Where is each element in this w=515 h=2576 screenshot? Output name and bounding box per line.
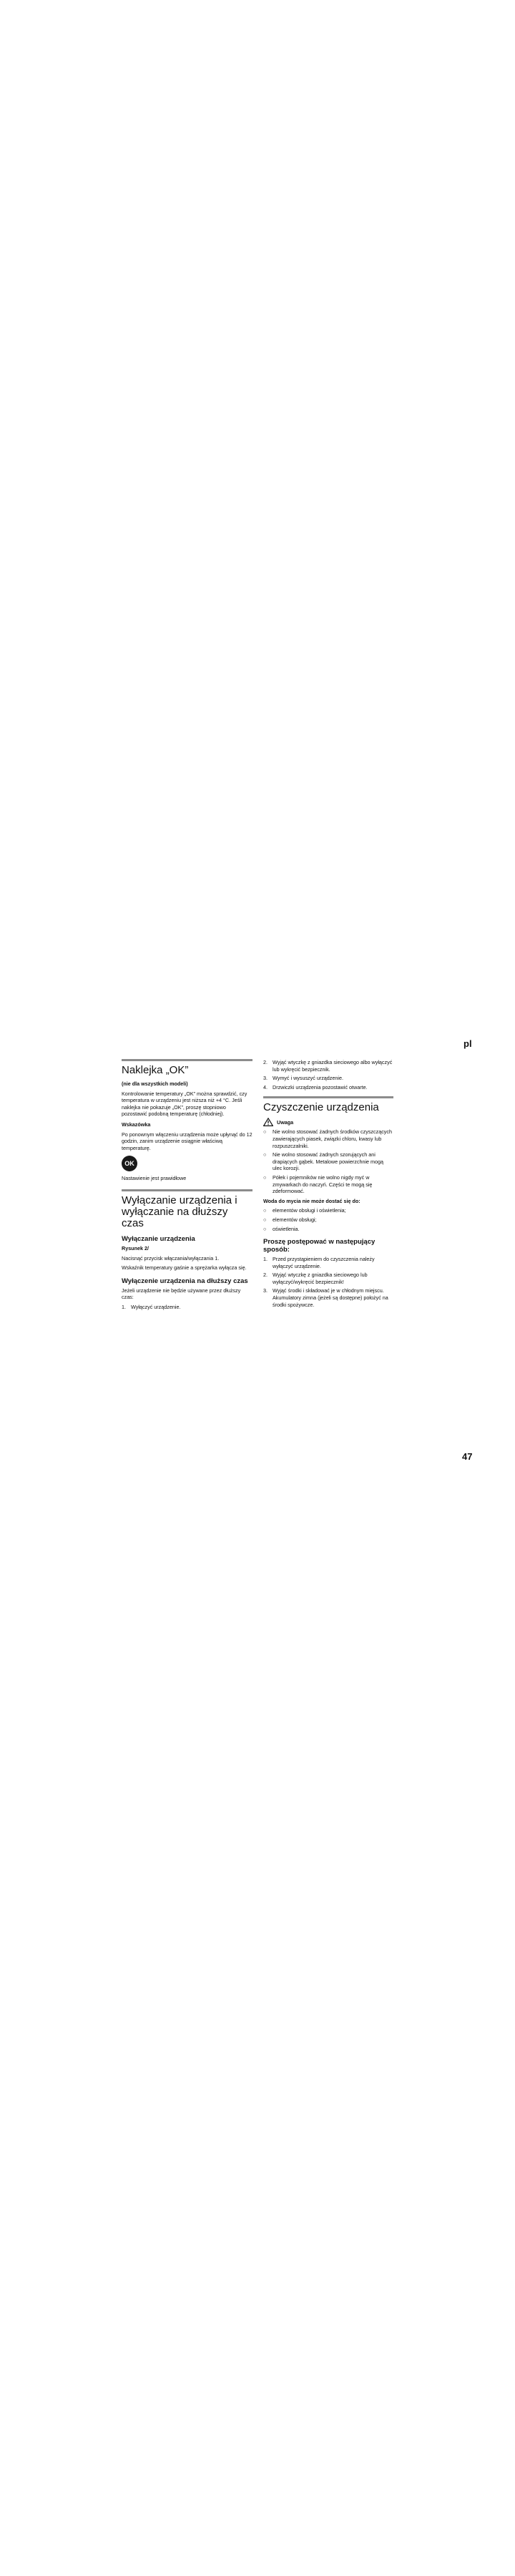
step-number: 3.: [263, 1075, 268, 1082]
page-number: 47: [462, 1451, 473, 1462]
item-text: oświetlenia.: [273, 1225, 300, 1232]
step-text: Przed przystąpieniem do czyszczenia należy wyłączyć urządzenie.: [273, 1256, 375, 1269]
ok-sticker-heading: Naklejka „OK”: [122, 1064, 189, 1076]
language-tag: pl: [464, 1038, 472, 1049]
left-column: [122, 1059, 252, 1314]
water-warning-text: Woda do mycia nie może dostać się do:: [263, 1197, 360, 1204]
section-rule: [122, 1059, 252, 1061]
item-text: Półek i pojemników nie wolno nigdy myć w zmywarkach do naczyń. Części te mogą się zdeformować.: [273, 1174, 373, 1195]
long-off-steps: [122, 1304, 252, 1311]
list-item: [122, 1304, 252, 1311]
step-number: 2.: [263, 1272, 268, 1279]
step-text: Wyjąć środki i składować je w chłodnym miejscu. Akumulatory zimna (jeżeli są dostępne) położyć na środki spożywcze.: [273, 1287, 388, 1308]
item-text: elementów obsługi i oświetlenia;: [273, 1207, 346, 1214]
list-item: [263, 1216, 393, 1224]
list-item: [263, 1059, 393, 1073]
procedure-heading: Proszę postępować w następujący sposób:: [263, 1238, 376, 1254]
list-item: [263, 1151, 393, 1172]
step-text: Wyłączyć urządzenie.: [131, 1303, 181, 1310]
bullet-icon: ○: [263, 1216, 267, 1223]
bullet-icon: ○: [263, 1225, 267, 1232]
list-item: [263, 1128, 393, 1149]
step-number: 4.: [263, 1083, 268, 1091]
water-list: [263, 1207, 393, 1232]
ok-sticker-icon: OK: [122, 1156, 137, 1171]
list-item: [263, 1174, 393, 1195]
item-text: Nie wolno stosować żadnych środków czyszczących zawierających piasek, związki chloru, kwasy lub rozpuszczalniki.: [273, 1128, 392, 1149]
ok-sticker-note: (nie dla wszystkich modeli): [122, 1080, 188, 1087]
switch-off-text-2: Wskaźnik temperatury gaśnie a sprężarka wyłącza się.: [122, 1264, 247, 1272]
switch-off-text-1: Nacisnąć przycisk włączania/wyłączania 1.: [122, 1254, 220, 1262]
item-text: elementów obsługi;: [273, 1216, 317, 1223]
ok-sticker-text: Kontrolowanie temperatury „OK” można sprawdzić, czy temperatura w urządzeniu jest niższa niż +4 °C. Jeśli naklejka nie pokazuje „OK”, proszę stopniowo pozostawić podobną temperaturę (chłodniej).: [122, 1090, 247, 1118]
warning-triangle-icon: [263, 1118, 273, 1126]
list-item: [263, 1075, 393, 1082]
long-off-text: Jeżeli urządzenie nie będzie używane przez dłuższy czas:: [122, 1287, 241, 1301]
step-text: Wyjąć wtyczkę z gniazdka sieciowego albo wyłączyć lub wykręcić bezpiecznik.: [273, 1059, 393, 1073]
switch-off-heading: Wyłączanie urządzenia i wyłączanie na dłuższy czas: [122, 1194, 237, 1229]
bullet-icon: ○: [263, 1128, 267, 1136]
item-text: Nie wolno stosować żadnych szorujących ani drapiących gąbek. Metalowe powierzchnie mogą ulec korozji.: [273, 1151, 384, 1172]
list-item: [263, 1287, 393, 1308]
procedure-steps: [263, 1256, 393, 1308]
long-off-steps-continued: [263, 1059, 393, 1091]
figure-reference: Rysunek 2/: [122, 1244, 149, 1252]
step-number: 1.: [263, 1256, 268, 1263]
warning-row: [263, 1118, 393, 1126]
list-item: [263, 1226, 393, 1233]
long-off-subheading: Wyłączenie urządzenia na dłuższy czas: [122, 1277, 248, 1285]
hint-text: Po ponownym włączeniu urządzenia może upłynąć do 12 godzin, zanim urządzenie osiągnie właściwą temperaturę.: [122, 1131, 252, 1151]
section-rule: [122, 1189, 252, 1191]
list-item: [263, 1207, 393, 1214]
step-text: Drzwiczki urządzenia pozostawić otwarte.: [273, 1083, 368, 1091]
bullet-icon: ○: [263, 1174, 267, 1181]
bullet-icon: ○: [263, 1207, 267, 1214]
warning-label: Uwaga: [277, 1118, 294, 1126]
step-number: 2.: [263, 1059, 268, 1065]
ok-badge-caption: Nastawienie jest prawidłowe: [122, 1175, 187, 1182]
section-rule: [263, 1096, 393, 1098]
step-number: 1.: [122, 1303, 126, 1310]
list-item: [263, 1256, 393, 1269]
right-column: [263, 1059, 393, 1311]
step-number: 3.: [263, 1287, 268, 1294]
step-text: Wyjąć wtyczkę z gniazdka sieciowego lub wyłączyć/wykręcić bezpiecznik!: [273, 1272, 368, 1285]
hint-heading: Wskazówka: [122, 1121, 151, 1128]
list-item: [263, 1084, 393, 1091]
switch-off-subheading: Wyłączanie urządzenia: [122, 1234, 195, 1243]
bullet-icon: ○: [263, 1151, 267, 1158]
step-text: Wymyć i wysuszyć urządzenie.: [273, 1075, 343, 1082]
cleaning-heading: Czyszczenie urządzenia: [263, 1101, 379, 1114]
list-item: [263, 1272, 393, 1285]
warning-list: [263, 1128, 393, 1194]
